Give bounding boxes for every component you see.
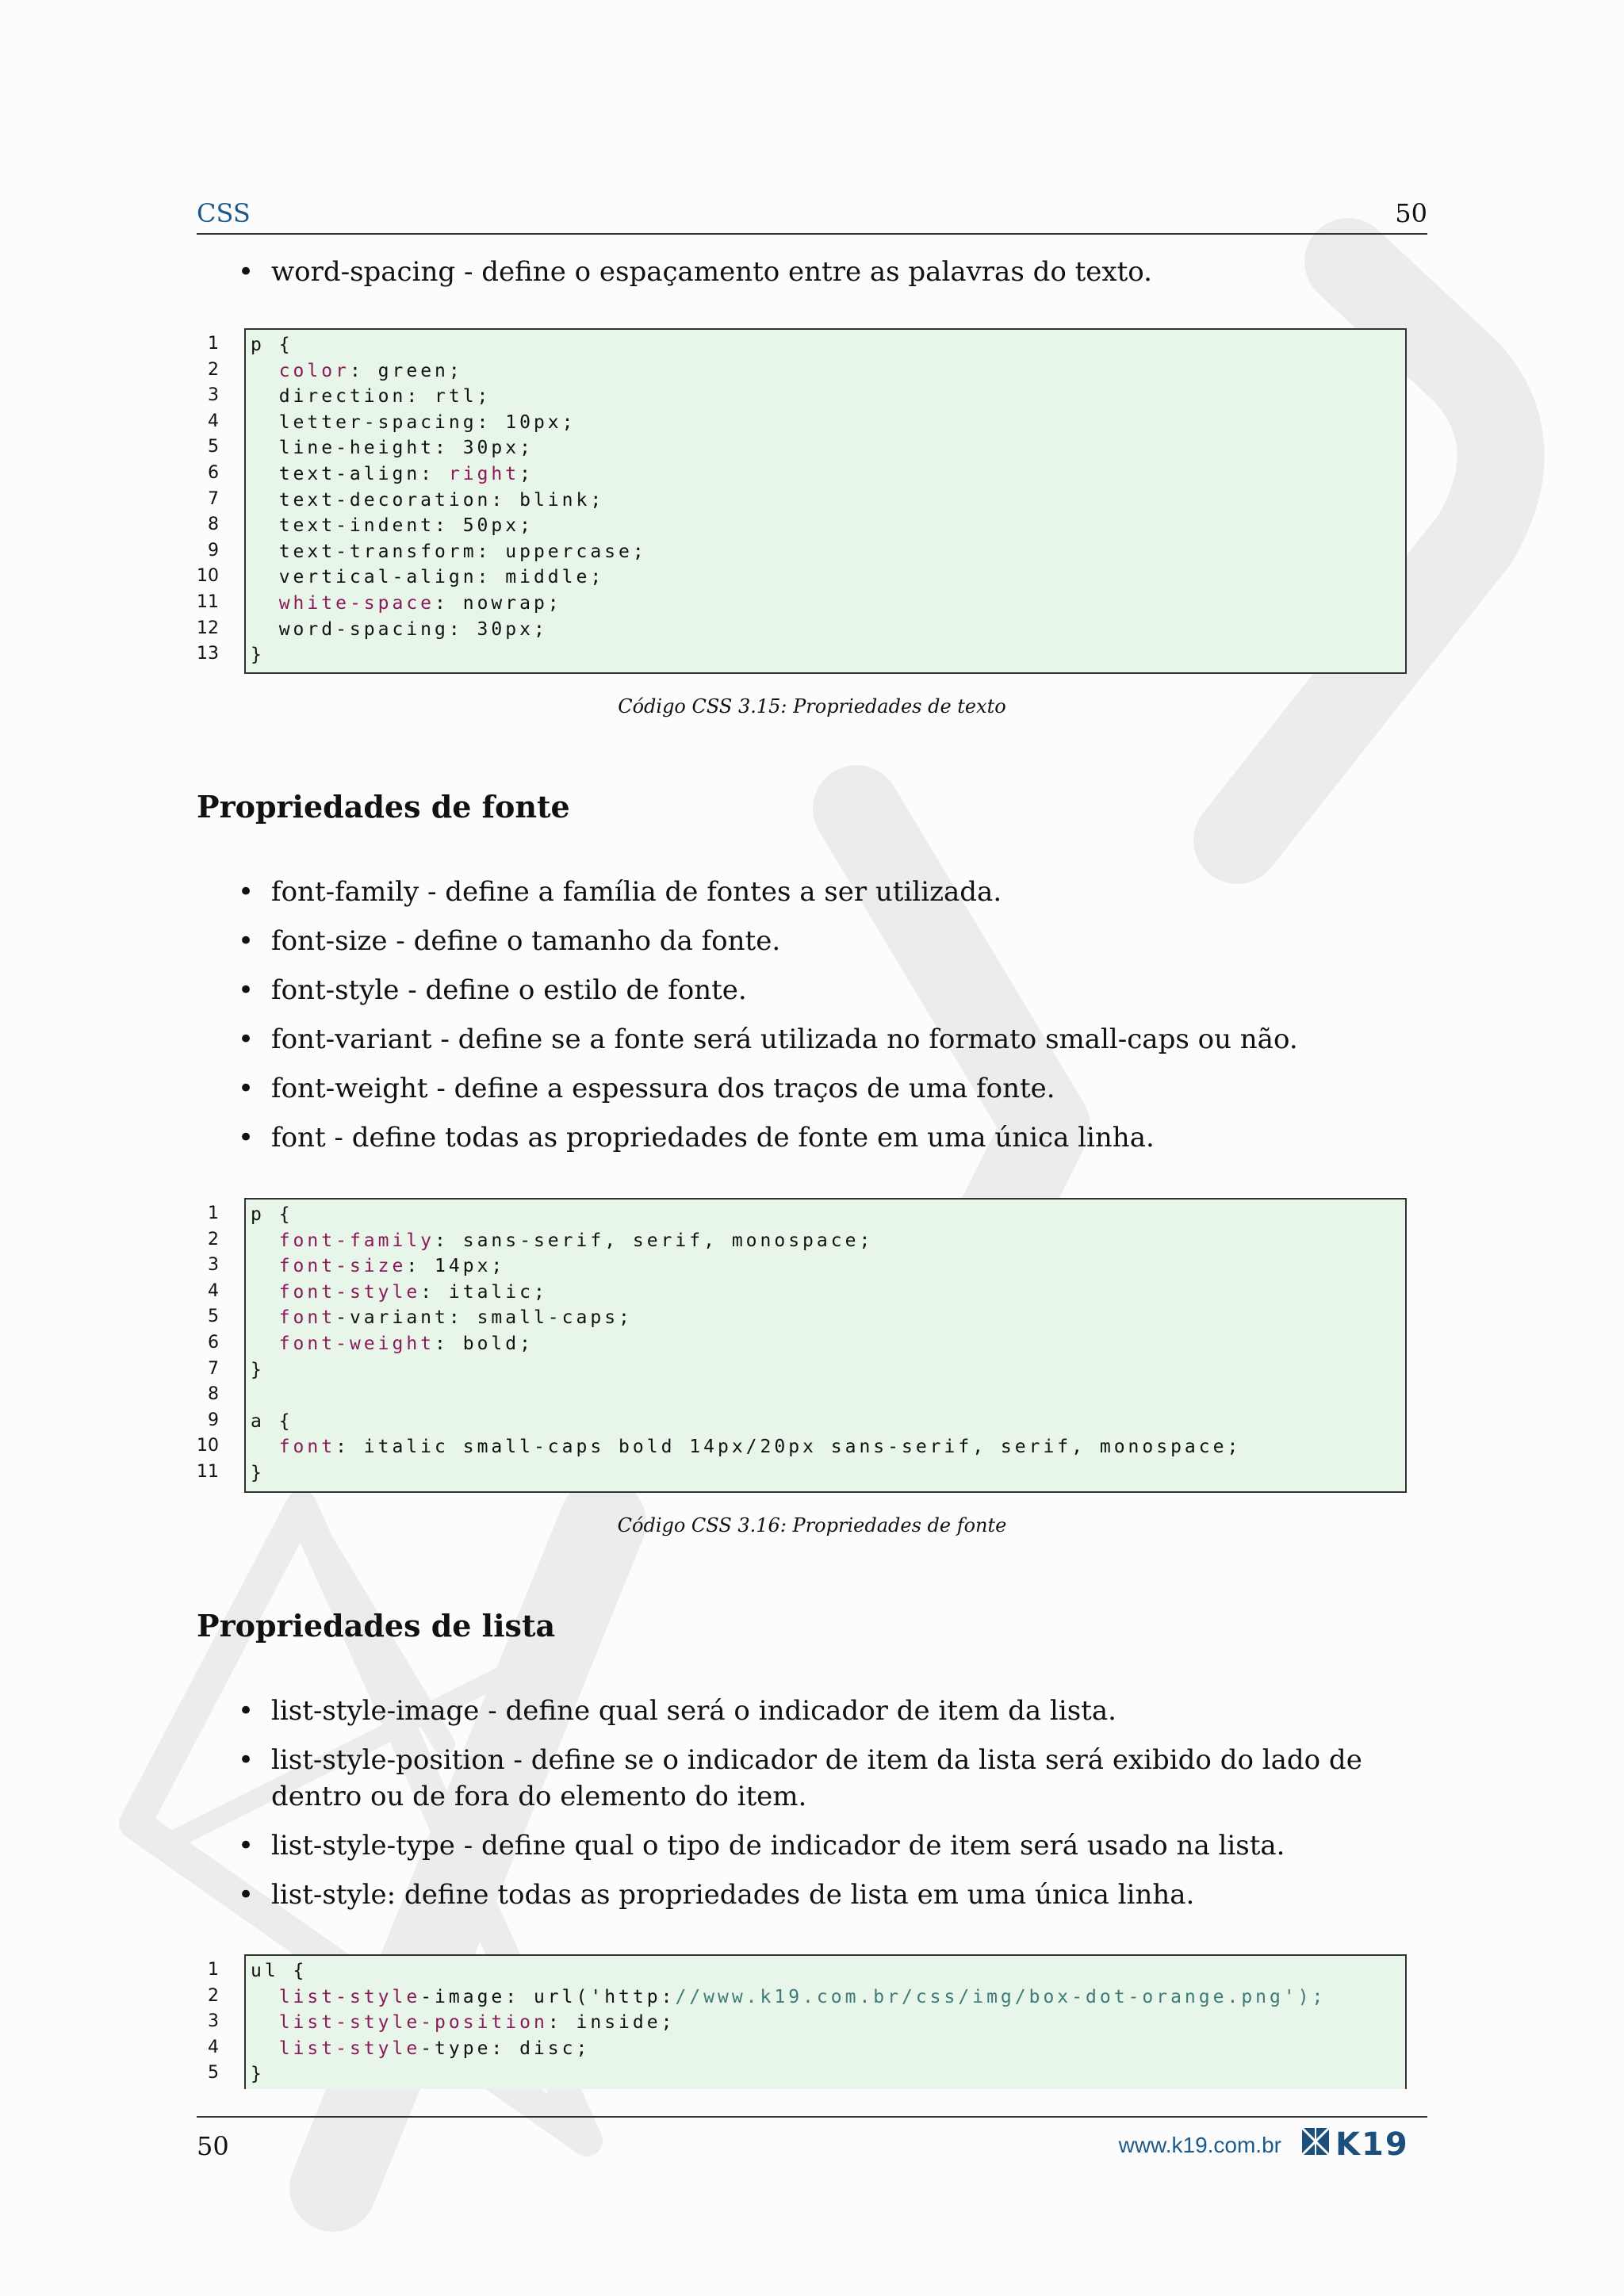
bullet-item: • list-style-image - define qual será o indicador de item da lista.: [238, 1693, 1427, 1729]
code-token: font: [278, 1437, 336, 1458]
running-header-title: CSS: [197, 198, 251, 228]
line-number: 5: [208, 437, 219, 457]
code-token: : nowrap;: [435, 592, 562, 614]
list-bullet-list: [238, 1693, 1427, 1926]
code-line: [246, 642, 1405, 668]
code-token: -type: disc;: [420, 2038, 591, 2059]
code-line: [246, 435, 1405, 461]
code-token: list-style: [278, 1986, 421, 2007]
code-line: [246, 564, 1405, 591]
line-number: 2: [208, 1229, 219, 1249]
line-number: 10: [197, 1436, 219, 1456]
footer-page-number: 50: [197, 2131, 229, 2161]
code-token: : bold;: [435, 1333, 534, 1354]
bullet-item: • word-spacing - define o espaçamento entre as palavras do texto.: [238, 254, 1427, 290]
code-block: [244, 1198, 1407, 1493]
section-heading-list: Propriedades de lista: [197, 1608, 556, 1644]
code-line: [246, 2061, 1405, 2087]
code-line-numbers: [190, 1201, 219, 1486]
code-caption: Código CSS 3.16: Propriedades de fonte: [617, 1514, 1007, 1536]
intro-bullet-list: [238, 254, 1427, 303]
code-line: [246, 358, 1405, 385]
code-token: text-align:: [251, 463, 449, 484]
code-line: [246, 1984, 1405, 2011]
code-token: ;: [519, 463, 534, 484]
line-number: 9: [208, 1410, 219, 1430]
line-number: 2: [208, 1985, 219, 2006]
code-token: letter-spacing: 10px;: [251, 411, 576, 433]
code-line: [246, 1202, 1405, 1228]
code-token: white-space: [278, 592, 435, 614]
code-token: : italic small-caps bold 14px/20px sans-serif, serif, monospace;: [335, 1437, 1242, 1458]
code-token: [251, 1437, 279, 1457]
code-line: [246, 2036, 1405, 2062]
line-number: 5: [208, 2063, 219, 2084]
code-line: [246, 513, 1405, 539]
bullet-item: • list-style-position - define se o indicador de item da lista será exibido do lado de dentro ou de fora do elemento do item.: [238, 1742, 1427, 1815]
line-number: 3: [208, 2011, 219, 2032]
code-line: [246, 1460, 1405, 1487]
line-number: 7: [208, 488, 219, 509]
code-token: -image: url('http:: [420, 1986, 676, 2007]
line-number: 6: [208, 1332, 219, 1353]
code-block: [244, 1954, 1407, 2089]
line-number: 1: [208, 1960, 219, 1980]
bullet-item: • list-style: define todas as propriedades de lista em uma única linha.: [238, 1877, 1427, 1913]
line-number: 4: [208, 1280, 219, 1301]
section-heading-font: Propriedades de fonte: [197, 789, 570, 825]
code-token: [251, 593, 279, 614]
code-token: }: [251, 1359, 265, 1380]
code-line: [246, 1280, 1405, 1306]
header-rule: [197, 233, 1427, 235]
code-line: [246, 461, 1405, 488]
code-line: [246, 1228, 1405, 1254]
code-line-numbers: [190, 331, 219, 668]
code-token: direction: rtl;: [251, 386, 492, 408]
code-token: }: [251, 2064, 265, 2085]
code-token: font-weight: [278, 1333, 435, 1354]
code-token: font-style: [278, 1281, 421, 1303]
code-line: [246, 2010, 1405, 2036]
code-caption: Código CSS 3.15: Propriedades de texto: [618, 695, 1006, 718]
code-token: list-style-position: [278, 2012, 548, 2034]
bullet-item: • font - define todas as propriedades de fonte em uma única linha.: [238, 1119, 1427, 1156]
bullet-item: • font-style - define o estilo de fonte.: [238, 972, 1427, 1008]
line-number: 4: [208, 2037, 219, 2057]
code-token: list-style: [278, 2038, 421, 2059]
line-number: 2: [208, 359, 219, 380]
code-line-numbers: [190, 1957, 219, 2087]
k19-logo: [1300, 2125, 1427, 2160]
line-number: 8: [208, 1384, 219, 1405]
code-token: font-size: [278, 1256, 407, 1277]
code-line: [246, 1383, 1405, 1409]
code-token: right: [448, 463, 520, 484]
code-block: [244, 328, 1407, 674]
line-number: 3: [208, 1255, 219, 1276]
code-line: [246, 539, 1405, 565]
code-token: text-indent: 50px;: [251, 515, 534, 537]
code-token: [251, 1307, 279, 1328]
code-token: }: [251, 645, 265, 666]
logo-text: K19: [1335, 2126, 1409, 2160]
line-number: 9: [208, 540, 219, 561]
line-number: 8: [208, 515, 219, 535]
line-number: 10: [197, 566, 219, 587]
bullet-item: • font-weight - define a espessura dos traços de uma fonte.: [238, 1070, 1427, 1107]
code-token: : inside;: [547, 2012, 676, 2034]
running-header-page-number: 50: [1395, 198, 1427, 228]
code-line: [246, 332, 1405, 358]
code-token: -variant: small-caps;: [335, 1307, 633, 1329]
code-token: [251, 1256, 279, 1276]
code-token: font-family: [278, 1230, 435, 1251]
code-line: [246, 617, 1405, 643]
font-bullet-list: [238, 874, 1427, 1169]
code-token: : green;: [349, 360, 463, 381]
code-token: [251, 2012, 279, 2033]
line-number: 5: [208, 1307, 219, 1327]
code-line: [246, 591, 1405, 617]
code-token: : 14px;: [406, 1256, 506, 1277]
footer-url-link[interactable]: www.k19.com.br: [1118, 2133, 1281, 2157]
code-line: [246, 384, 1405, 410]
code-line: [246, 1434, 1405, 1460]
code-token: line-height: 30px;: [251, 438, 534, 459]
code-token: [251, 1282, 279, 1303]
code-token: word-spacing: 30px;: [251, 618, 548, 640]
line-number: 1: [208, 1203, 219, 1223]
line-number: 11: [197, 1461, 219, 1482]
code-line: [246, 488, 1405, 514]
code-line: [246, 1253, 1405, 1280]
line-number: 11: [197, 591, 219, 612]
code-token: [251, 2038, 279, 2059]
line-number: 7: [208, 1358, 219, 1379]
code-token: [251, 361, 279, 381]
code-token: vertical-align: middle;: [251, 567, 605, 588]
code-token: text-transform: uppercase;: [251, 541, 647, 562]
line-number: 3: [208, 385, 219, 406]
bullet-item: • list-style-type - define qual o tipo de indicador de item será usado na lista.: [238, 1827, 1427, 1864]
footer-rule: [197, 2116, 1427, 2118]
code-token: ul {: [251, 1961, 308, 1981]
bullet-item: • font-variant - define se a fonte será utilizada no formato small-caps ou não.: [238, 1021, 1427, 1058]
code-token: : italic;: [420, 1281, 548, 1303]
code-token: text-decoration: blink;: [251, 489, 605, 511]
code-line: [246, 1331, 1405, 1357]
bullet-item: • font-family - define a família de fontes a ser utilizada.: [238, 874, 1427, 910]
code-token: p {: [251, 335, 293, 355]
code-token: [251, 1987, 279, 2007]
bullet-item: • font-size - define o tamanho da fonte.: [238, 923, 1427, 959]
code-line: [246, 410, 1405, 436]
code-token: a {: [251, 1410, 293, 1432]
line-number: 12: [197, 618, 219, 638]
line-number: 1: [208, 334, 219, 354]
code-line: [246, 1305, 1405, 1331]
line-number: 4: [208, 411, 219, 431]
code-token: font: [278, 1307, 336, 1329]
code-token: : sans-serif, serif, monospace;: [435, 1230, 874, 1251]
code-token: [251, 1230, 279, 1251]
code-token: p {: [251, 1204, 293, 1225]
code-line: [246, 1958, 1405, 1984]
code-line: [246, 1357, 1405, 1383]
code-token: //www.k19.com.br/css/img/box-dot-orange.png');: [675, 1986, 1327, 2007]
code-token: }: [251, 1462, 265, 1483]
code-token: [251, 1334, 279, 1354]
line-number: 6: [208, 462, 219, 483]
code-token: color: [278, 360, 350, 381]
code-line: [246, 1409, 1405, 1435]
line-number: 13: [197, 644, 219, 664]
